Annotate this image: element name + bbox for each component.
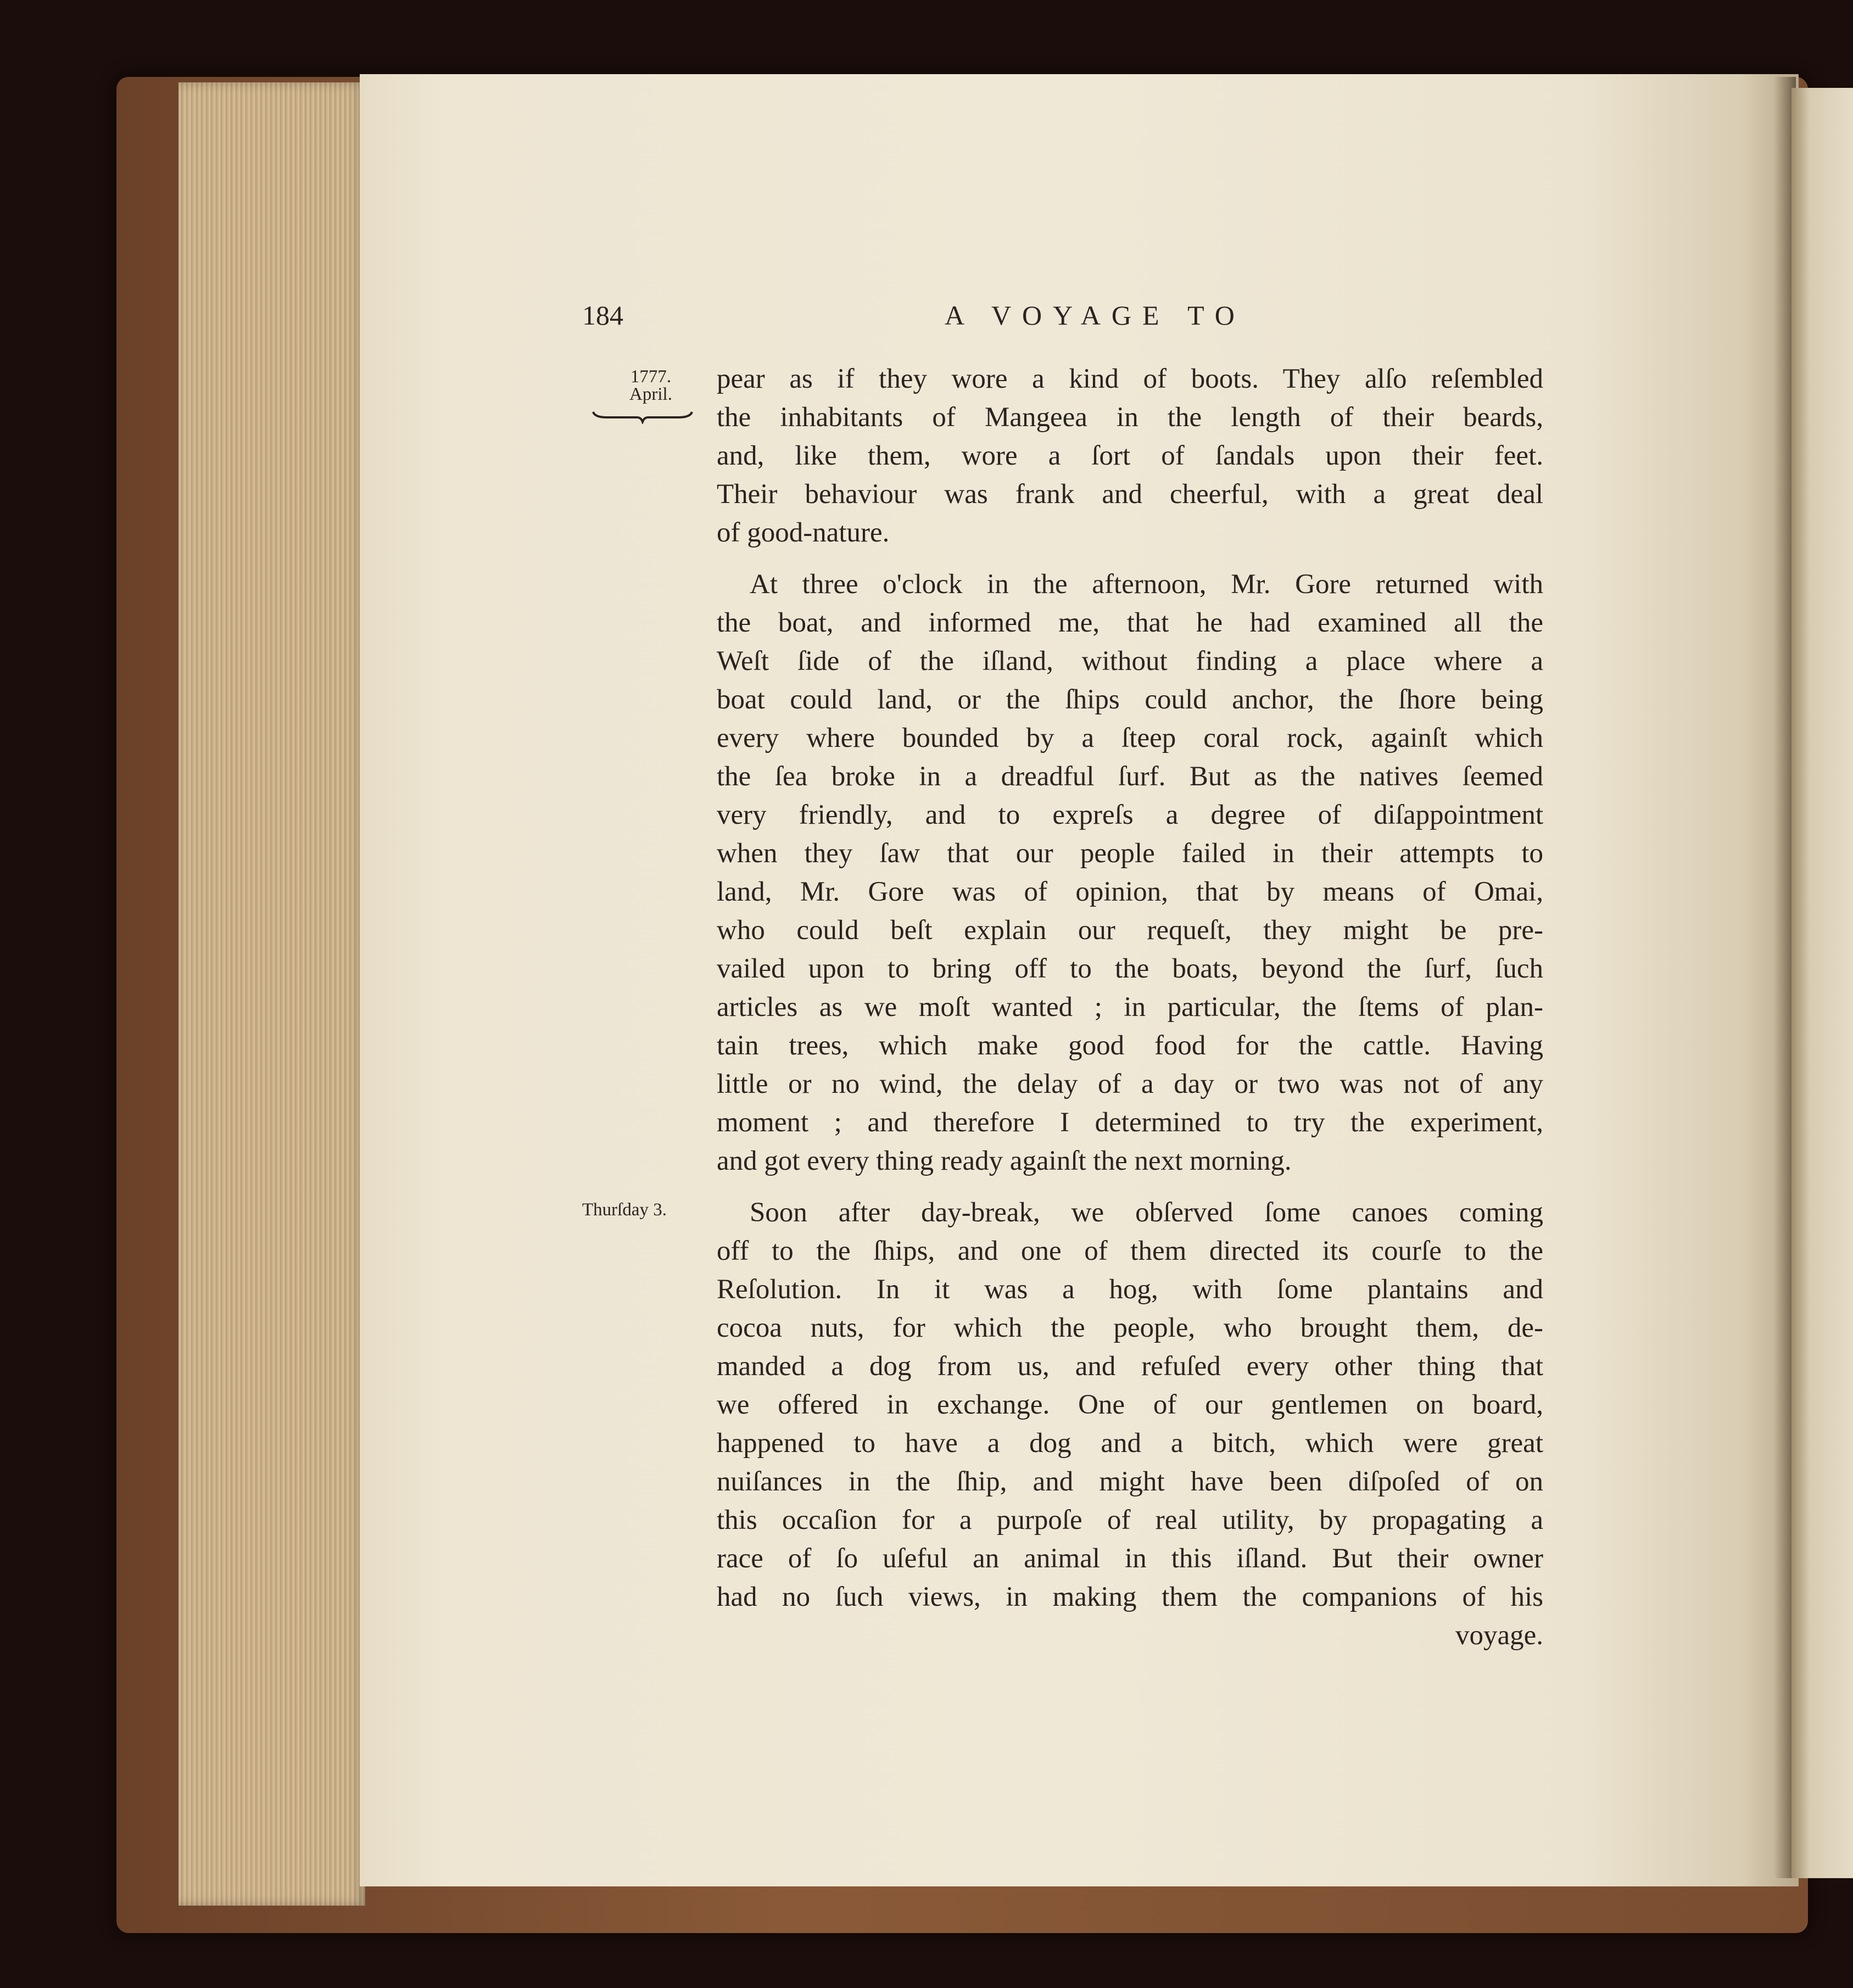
text-line: very friendly, and to expreſs a degree of diſappointment xyxy=(717,800,1543,830)
text-line: At three o'clock in the afternoon, Mr. Gore returned with xyxy=(750,569,1543,600)
margin-year: 1777. xyxy=(630,367,672,387)
text-line: tain trees, which make good food for the cattle. Having xyxy=(717,1030,1543,1061)
text-line: the boat, and informed me, that he had examined all the xyxy=(717,607,1543,638)
paragraph-gap xyxy=(717,552,1543,565)
text-line: land, Mr. Gore was of opinion, that by means of Omai, xyxy=(717,876,1543,907)
margin-brace xyxy=(590,407,695,424)
text-line: when they ſaw that our people failed in their attempts to xyxy=(717,838,1543,869)
text-line: articles as we moſt wanted ; in particular, the ſtems of plan- xyxy=(717,992,1543,1023)
text-line: and, like them, wore a ſort of ſandals upon their feet. xyxy=(717,440,1543,471)
body-text xyxy=(717,360,1543,1655)
paragraph xyxy=(717,360,1543,552)
text-line: boat could land, or the ſhips could anchor, the ſhore being xyxy=(717,684,1543,715)
right-page-edge xyxy=(1791,88,1853,1878)
text-line: race of ſo uſeful an animal in this iſland. But their owner xyxy=(717,1543,1543,1574)
margin-date xyxy=(601,368,700,403)
text-line: manded a dog from us, and refuſed every other thing that xyxy=(717,1351,1543,1382)
text-line: Soon after day-break, we obſerved ſome canoes coming xyxy=(750,1197,1543,1228)
text-line: Weſt ſide of the iſland, without finding a place where a xyxy=(717,646,1543,677)
text-line: cocoa nuts, for which the people, who brought them, de- xyxy=(717,1313,1543,1343)
running-title: A VOYAGE TO xyxy=(945,300,1246,331)
text-line: happened to have a dog and a bitch, which were great xyxy=(717,1428,1543,1459)
text-line: had no ſuch views, in making them the companions of his xyxy=(717,1582,1543,1612)
paragraph-gap xyxy=(717,1180,1543,1193)
text-line: off to the ſhips, and one of them directed its courſe to the xyxy=(717,1236,1543,1266)
margin-month: April. xyxy=(629,384,672,404)
text-line: nuiſances in the ſhip, and might have been diſpoſed of on xyxy=(717,1466,1543,1497)
page-edges xyxy=(178,82,365,1906)
text-line: vailed upon to bring off to the boats, beyond the ſurf, ſuch xyxy=(717,953,1543,984)
text-line: who could beſt explain our requeſt, they might be pre- xyxy=(717,915,1543,946)
text-line: the inhabitants of Mangeea in the length of their beards, xyxy=(717,402,1543,433)
text-line: Their behaviour was frank and cheerful, with a great deal xyxy=(717,479,1543,510)
text-line: and got every thing ready againſt the next morning. xyxy=(717,1146,1292,1176)
text-line: pear as if they wore a kind of boots. They alſo reſembled xyxy=(717,364,1543,394)
running-head xyxy=(0,299,1853,343)
text-line: Reſolution. In it was a hog, with ſome plantains and xyxy=(717,1274,1543,1305)
margin-day: Thurſday 3. xyxy=(582,1200,667,1220)
text-line: we offered in exchange. One of our gentlemen on board, xyxy=(717,1389,1543,1420)
text-line: every where bounded by a ſteep coral rock, againſt which xyxy=(717,723,1543,753)
paragraph xyxy=(717,565,1543,1180)
text-line: little or no wind, the delay of a day or two was not of any xyxy=(717,1069,1543,1099)
text-line: moment ; and therefore I determined to try the experiment, xyxy=(717,1107,1543,1138)
catchword: voyage. xyxy=(1455,1620,1543,1651)
text-line: this occaſion for a purpoſe of real utility, by propagating a xyxy=(717,1505,1543,1535)
text-line: the ſea broke in a dreadful ſurf. But as the natives ſeemed xyxy=(717,761,1543,792)
text-line: of good-nature. xyxy=(717,517,890,548)
paragraph xyxy=(717,1193,1543,1616)
page-number: 184 xyxy=(582,300,623,331)
